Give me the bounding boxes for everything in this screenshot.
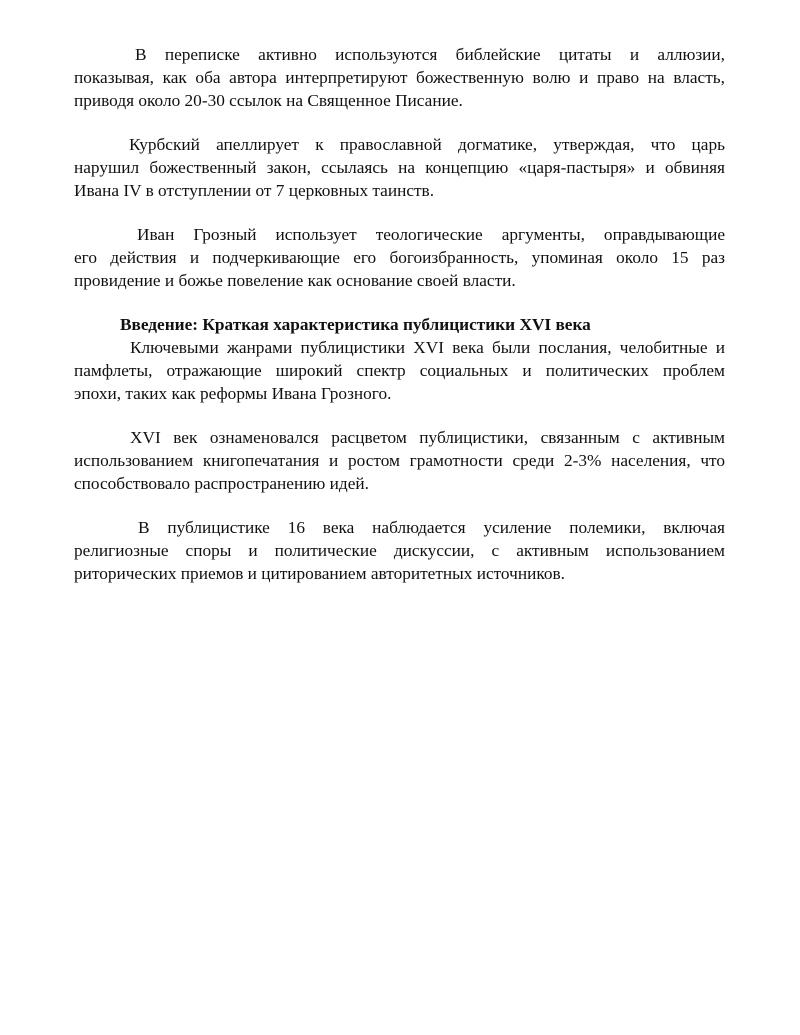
text-line: способствовало распространению идей. [74,474,369,493]
text-line: приводя около 20-30 ссылок на Священное Писание. [74,91,463,110]
text-line: памфлеты, отражающие широкий спектр социальных и политических проблем [74,361,725,380]
text-line: религиозные споры и политические дискуссии, с активным использованием [74,541,725,560]
text-line: В переписке активно используются библейские цитаты и аллюзии, [135,45,725,64]
text-line: его действия и подчеркивающие его богоизбранность, упоминая около 15 раз [74,248,725,267]
paragraph-genres [74,336,725,405]
text-line: Ключевыми жанрами публицистики XVI века были послания, челобитные и [130,338,725,357]
paragraph-polemics [74,516,725,585]
text-line: провидение и божье повеление как основание своей власти. [74,271,516,290]
paragraph-ivan-grozny [74,223,725,292]
text-line: XVI век ознаменовался расцветом публицистики, связанным с активным [130,428,725,447]
text-line: использованием книгопечатания и ростом грамотности среди 2-3% населения, что [74,451,725,470]
paragraph-printing [74,426,725,495]
section-heading: Введение: Краткая характеристика публицистики XVI века [120,315,591,334]
text-line: Ивана IV в отступлении от 7 церковных таинств. [74,181,435,200]
text-line: эпохи, таких как реформы Ивана Грозного. [74,384,392,403]
text-line: риторических приемов и цитированием авторитетных источников. [74,564,565,583]
paragraph-scripture-citations [74,43,725,112]
document-body [74,43,725,606]
text-line: показывая, как оба автора интерпретируют божественную волю и право на власть, [74,68,725,87]
text-line: Иван Грозный использует теологические аргументы, оправдывающие [137,225,725,244]
text-line: В публицистике 16 века наблюдается усиление полемики, включая [138,518,725,537]
text-line: нарушил божественный закон, ссылаясь на концепцию «царя-пастыря» и обвиняя [74,158,725,177]
paragraph-kurbsky [74,133,725,202]
text-line: Курбский апеллирует к православной догматике, утверждая, что царь [129,135,725,154]
